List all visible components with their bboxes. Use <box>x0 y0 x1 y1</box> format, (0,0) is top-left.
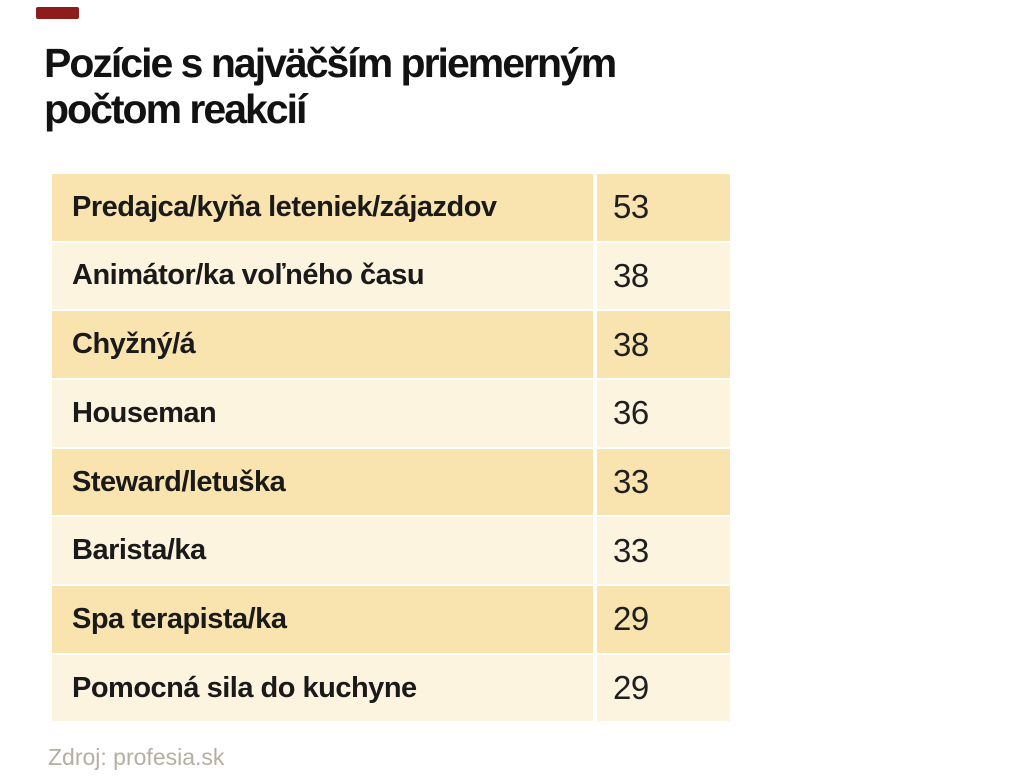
position-name: Steward/letuška <box>72 465 286 498</box>
reaction-count-cell <box>597 174 730 241</box>
table-row <box>52 380 730 447</box>
reaction-count: 38 <box>613 325 649 363</box>
reaction-count-cell <box>597 517 730 584</box>
reaction-count: 53 <box>613 188 649 226</box>
position-name-cell <box>52 586 593 653</box>
reaction-count-cell <box>597 311 730 378</box>
table-row <box>52 449 730 516</box>
position-name: Chyžný/á <box>72 328 196 361</box>
position-name: Spa terapista/ka <box>72 602 287 635</box>
position-name-cell <box>52 380 593 447</box>
reaction-count-cell <box>597 243 730 310</box>
page-title-line1: Pozície s najväčším priemerným <box>44 40 616 86</box>
reaction-count-cell <box>597 380 730 447</box>
position-name: Houseman <box>72 396 217 429</box>
reaction-count-cell <box>597 449 730 516</box>
position-name: Barista/ka <box>72 534 206 567</box>
position-name-cell <box>52 311 593 378</box>
position-name-cell <box>52 174 593 241</box>
position-name-cell <box>52 243 593 310</box>
table-row <box>52 174 730 241</box>
position-name-cell <box>52 655 593 722</box>
page-title <box>44 40 615 132</box>
table-row <box>52 243 730 310</box>
table-row <box>52 586 730 653</box>
reaction-count: 38 <box>613 256 649 294</box>
table-row <box>52 655 730 722</box>
brand-logo-mark <box>36 7 79 19</box>
reaction-count: 36 <box>613 394 649 432</box>
reaction-count: 33 <box>613 531 649 569</box>
reactions-table <box>52 174 730 721</box>
position-name: Animátor/ka voľného času <box>72 259 425 292</box>
source-note: Zdroj: profesia.sk <box>48 744 225 770</box>
reaction-count: 29 <box>613 669 649 707</box>
table-row <box>52 517 730 584</box>
position-name: Pomocná sila do kuchyne <box>72 671 417 704</box>
reaction-count: 33 <box>613 463 649 500</box>
reaction-count: 29 <box>613 600 649 638</box>
position-name-cell <box>52 449 593 516</box>
reaction-count-cell <box>597 655 730 722</box>
position-name: Predajca/kyňa leteniek/zájazdov <box>72 190 497 223</box>
position-name-cell <box>52 517 593 584</box>
page-title-line2: počtom reakcií <box>44 86 306 132</box>
reaction-count-cell <box>597 586 730 653</box>
table-row <box>52 311 730 378</box>
